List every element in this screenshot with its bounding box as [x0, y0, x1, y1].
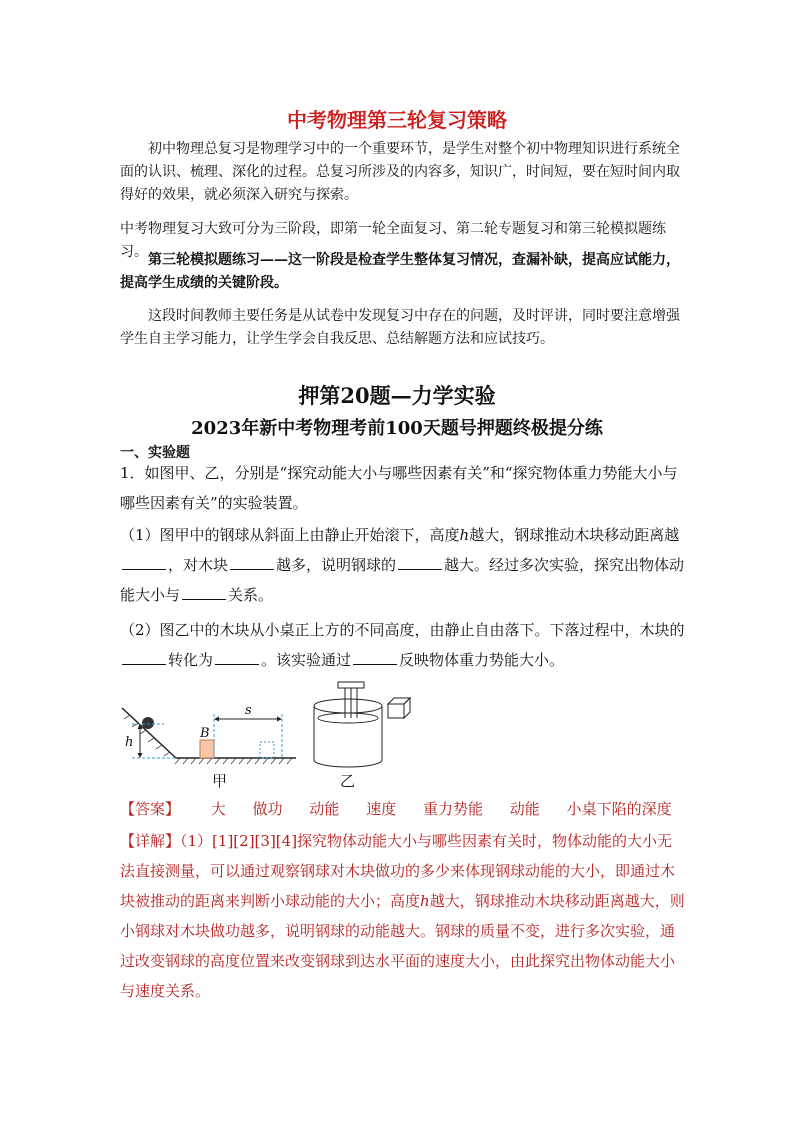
answer-blank-6[interactable]	[215, 650, 259, 665]
intro-paragraph-4: 这段时间教师主要任务是从试卷中发现复习中存在的问题，及时评讲，同时要注意增强学生自主学习能力，让学生学会自我反思、总结解题方法和应试技巧。	[120, 308, 680, 347]
q1-text-c: ，对木块	[168, 556, 229, 574]
answer-blank-1[interactable]	[122, 555, 166, 570]
answer-blank-7[interactable]	[353, 650, 397, 665]
intro-paragraph-3: 第三轮模拟题练习——这一阶段是检查学生整体复习情况，查漏补缺，提高应试能力，提高学生成绩的关键阶段。	[120, 252, 680, 291]
figure-caption-right: 乙	[340, 772, 356, 790]
label-h: h	[125, 735, 134, 750]
q2-text-d: 反映物体重力势能大小。	[399, 651, 565, 669]
detail-text-b: 越大，钢球推动木块移动距离越大，则小钢球对木块做功越多，说明钢球的动能越大。钢球的质量不变，进行多次实验，通过改变钢球的高度位置来改变钢球到达水平面的速度大小，由此探究出物体动能大小与速度关系。	[120, 892, 685, 1000]
block-side-face	[404, 698, 410, 718]
section-subheading: 2023年新中考物理考前100天题号押题终极提分练	[191, 418, 603, 439]
figure-table-experiment	[308, 680, 418, 772]
question-part-1	[120, 520, 690, 610]
q2-text-a: （2）图乙中的木块从小桌正上方的不同高度，由静止自由落下。下落过程中，木块的	[120, 621, 685, 639]
ramp-slope	[122, 708, 176, 758]
answer-item-7: 小桌下陷的深度	[566, 800, 672, 818]
container-rim	[314, 699, 382, 713]
answer-tag: 【答案】	[120, 800, 181, 818]
steel-ball	[142, 717, 154, 729]
answer-blank-5[interactable]	[122, 650, 166, 665]
q2-text-c: 。该实验通过	[261, 651, 352, 669]
table-top	[338, 682, 364, 688]
figure-caption-left: 甲	[212, 772, 228, 790]
answer-item-5: 重力势能	[422, 800, 483, 818]
question-type-label: 一、实验题	[120, 445, 190, 461]
detail-text-a: （1）[1][2][3][4]探究物体动能大小与哪些因素有关时，物体动能的大小无法直接测量，可以通过观察钢球对木块做功的多少来体现钢球动能的大小，即通过木块被推动的距离来判断小球动能的大小；高度	[120, 832, 676, 910]
question-part-2	[120, 615, 690, 675]
figure-ramp-experiment	[118, 700, 308, 772]
moved-block-outline	[260, 742, 274, 758]
document-title: 中考物理第三轮复习策略	[287, 108, 507, 132]
answer-line	[120, 798, 690, 819]
label-s: s	[245, 703, 252, 718]
detail-tag: 【详解】	[120, 832, 181, 850]
q1-text-b: 越大，钢球推动木块移动距离越	[469, 526, 680, 544]
section-heading: 押第20题—力学实验	[298, 383, 496, 408]
answer-item-4: 速度	[366, 800, 397, 818]
answer-item-3: 动能	[309, 800, 340, 818]
q1-text-e: 越大。经过多次实验，探究出物体动能大小与	[120, 556, 685, 604]
q2-text-b: 转化为	[168, 651, 214, 669]
detail-symbol-h: h	[420, 892, 430, 910]
q1-symbol-h: h	[459, 526, 470, 544]
detail-explanation	[120, 826, 685, 1006]
answer-item-2: 做功	[252, 800, 283, 818]
q1-text-f: 关系。	[228, 586, 274, 604]
q1-text-a: （1）图甲中的钢球从斜面上由静止开始滚下，高度	[120, 526, 460, 544]
answer-blank-2[interactable]	[230, 555, 274, 570]
ground-hatching	[175, 758, 292, 764]
falling-block	[388, 704, 404, 718]
answer-blank-4[interactable]	[182, 585, 226, 600]
wood-block-b	[200, 740, 214, 758]
question-stem: 1．如图甲、乙，分别是“探究动能大小与哪些因素有关”和“探究物体重力势能大小与哪些因素有关”的实验装置。	[120, 464, 678, 512]
intro-paragraph-2: 中考物理复习大致可分为三阶段，即第一轮全面复习、第二轮专题复习和第三轮模拟题练习。	[120, 221, 666, 260]
sand-surface	[318, 713, 378, 723]
q1-text-d: 越多，说明钢球的	[276, 556, 397, 574]
answer-blank-3[interactable]	[398, 555, 442, 570]
answer-item-6: 动能	[509, 800, 540, 818]
answer-item-1: 大	[210, 800, 226, 818]
label-b: B	[200, 726, 210, 741]
container-base	[314, 760, 382, 767]
intro-paragraph-1: 初中物理总复习是物理学习中的一个重要环节，是学生对整个初中物理知识进行系统全面的认识、梳理、深化的过程。总复习所涉及的内容多，知识广，时间短，要在短时间内取得好的效果，就必须深入研究与探索。	[120, 141, 680, 203]
